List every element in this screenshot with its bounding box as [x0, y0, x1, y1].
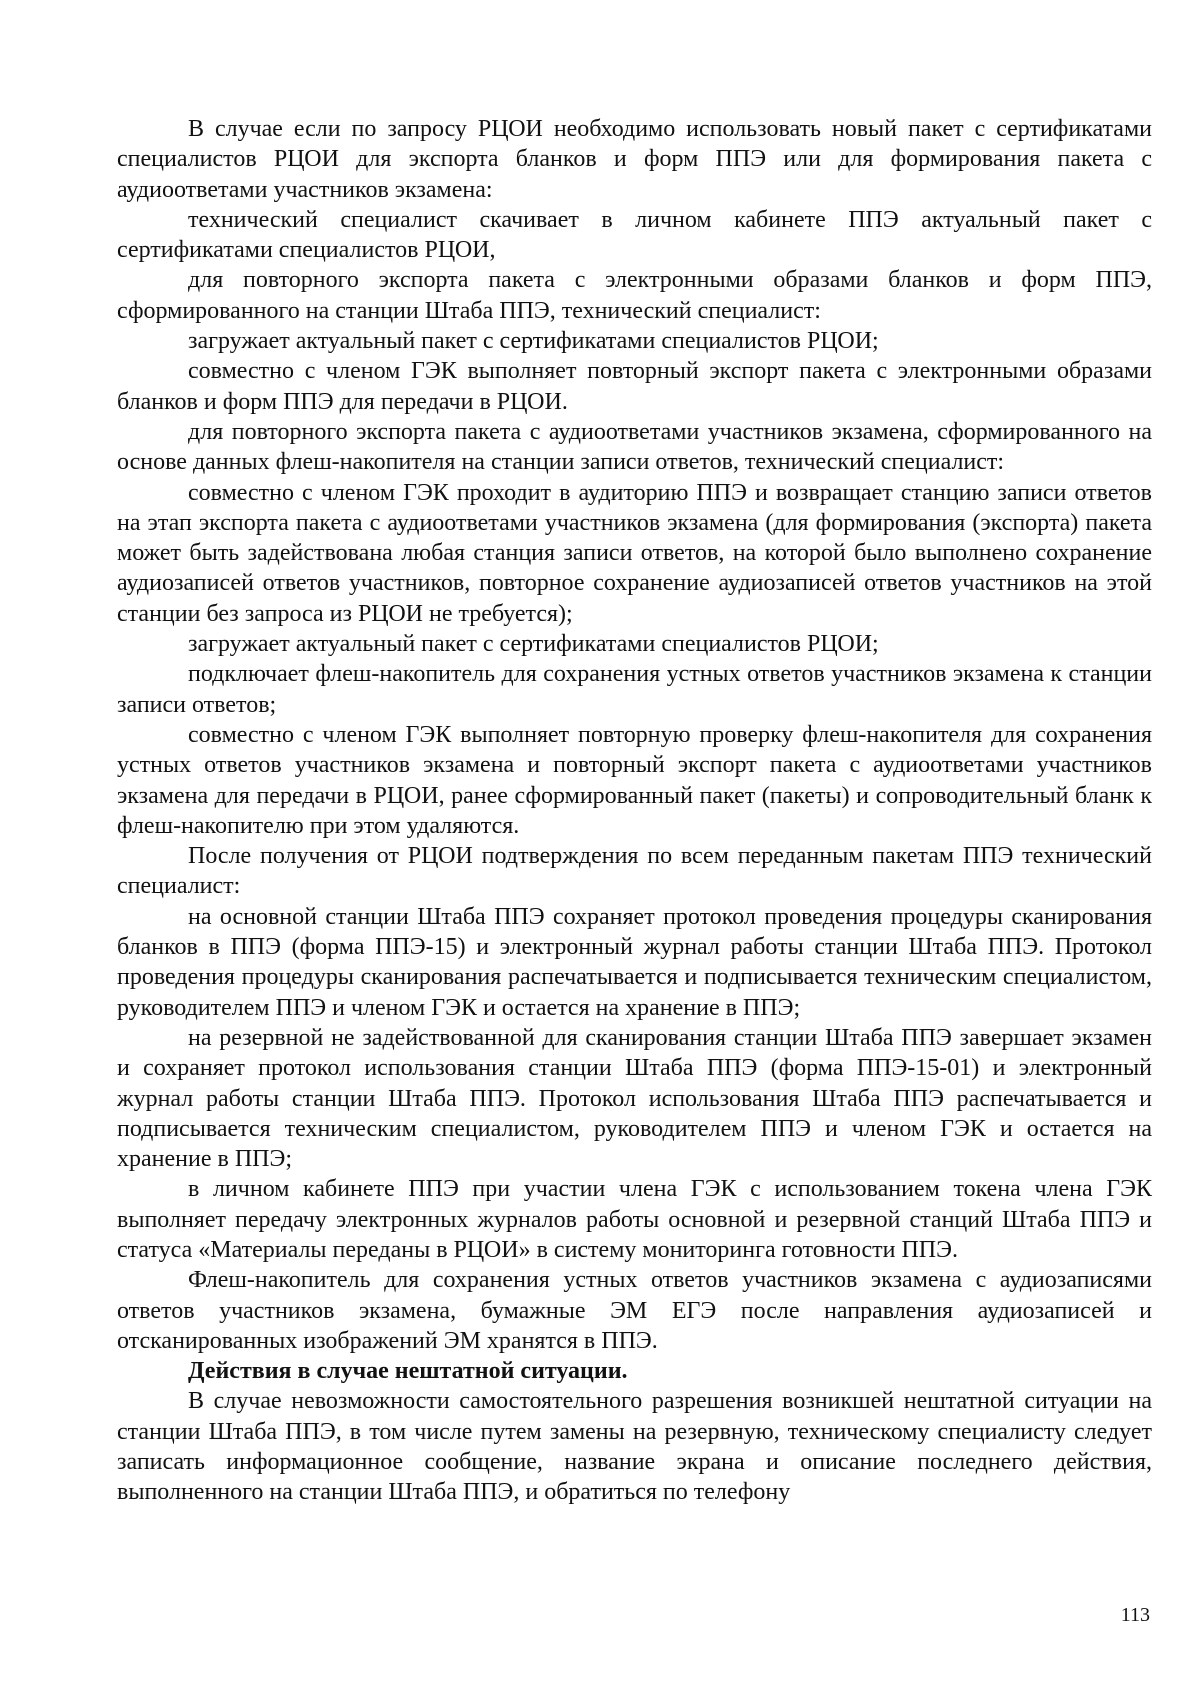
- paragraph-8: загружает актуальный пакет с сертификатами специалистов РЦОИ;: [188, 631, 879, 658]
- paragraph-15: Флеш-накопитель для сохранения устных ответов участников экзамена с аудиозаписями ответов участников экзамена, бумажные ЭМ ЕГЭ после направления аудиозаписей и отсканированных изображений ЭМ хранятся в ППЭ.: [117, 1267, 1152, 1354]
- paragraph-3: для повторного экспорта пакета с электронными образами бланков и форм ППЭ, сформированного на станции Штаба ППЭ, технический специалист:: [117, 267, 1152, 324]
- page-number: 113: [1120, 1604, 1150, 1626]
- paragraph-2: технический специалист скачивает в личном кабинете ППЭ актуальный пакет с сертификатами специалистов РЦОИ,: [117, 206, 1152, 264]
- final-paragraph: В случае невозможности самостоятельного разрешения возникшей нештатной ситуации на станции Штаба ППЭ, в том числе путем замены на резервную, техническому специалисту следует записать информационное сообщение, название экрана и описание последнего действия, выполненного на станции Штаба ППЭ, и обратиться по телефону: [117, 1388, 1152, 1506]
- document-body: [117, 114, 1152, 1508]
- paragraph-5: совместно с членом ГЭК выполняет повторный экспорт пакета с электронными образами бланков и форм ППЭ для передачи в РЦОИ.: [117, 358, 1152, 415]
- paragraph-13: на резервной не задействованной для сканирования станции Штаба ППЭ завершает экзамен и сохраняет протокол использования станции Штаба ППЭ (форма ППЭ-15-01) и электронный журнал работы станции Штаба ППЭ. Протокол использования Штаба ППЭ распечатывается и подписывается техническим специалистом, руководителем ППЭ и членом ГЭК и остается на хранение в ППЭ;: [117, 1024, 1152, 1173]
- paragraph-10: совместно с членом ГЭК выполняет повторную проверку флеш-накопителя для сохранения устных ответов участников экзамена и повторный экспорт пакета с аудиоответами участников экзамена для передачи в РЦОИ, ранее сформированный пакет (пакеты) и сопроводительный бланк к флеш-накопителю при этом удаляются.: [117, 721, 1152, 839]
- paragraph-11: После получения от РЦОИ подтверждения по всем переданным пакетам ППЭ технический специалист:: [117, 843, 1152, 900]
- paragraph-6: для повторного экспорта пакета с аудиоответами участников экзамена, сформированного на основе данных флеш-накопителя на станции записи ответов, технический специалист:: [117, 418, 1152, 476]
- paragraph-14: в личном кабинете ППЭ при участии члена ГЭК с использованием токена члена ГЭК выполняет передачу электронных журналов работы основной и резервной станций Штаба ППЭ и статуса «Материалы переданы в РЦОИ» в систему мониторинга готовности ППЭ.: [117, 1176, 1152, 1263]
- paragraph-1: В случае если по запросу РЦОИ необходимо использовать новый пакет с сертификатами специалистов РЦОИ для экспорта бланков и форм ППЭ или для формирования пакета с аудиоответами участников экзамена:: [117, 116, 1152, 203]
- section-heading: Действия в случае нештатной ситуации.: [188, 1358, 628, 1385]
- paragraph-12: на основной станции Штаба ППЭ сохраняет протокол проведения процедуры сканирования бланков в ППЭ (форма ППЭ-15) и электронный журнал работы станции Штаба ППЭ. Протокол проведения процедуры сканирования распечатывается и подписывается техническим специалистом, руководителем ППЭ и членом ГЭК и остается на хранение в ППЭ;: [117, 903, 1152, 1021]
- paragraph-9: подключает флеш-накопитель для сохранения устных ответов участников экзамена к станции записи ответов;: [117, 661, 1152, 718]
- paragraph-4: загружает актуальный пакет с сертификатами специалистов РЦОИ;: [188, 328, 879, 355]
- paragraph-7: совместно с членом ГЭК проходит в аудиторию ППЭ и возвращает станцию записи ответов на этап экспорта пакета с аудиоответами участников экзамена (для формирования (экспорта) пакета может быть задействована любая станция записи ответов, на которой было выполнено сохранение аудиозаписей ответов участников, повторное сохранение аудиозаписей ответов участников на этой станции без запроса из РЦОИ не требуется);: [117, 479, 1152, 627]
